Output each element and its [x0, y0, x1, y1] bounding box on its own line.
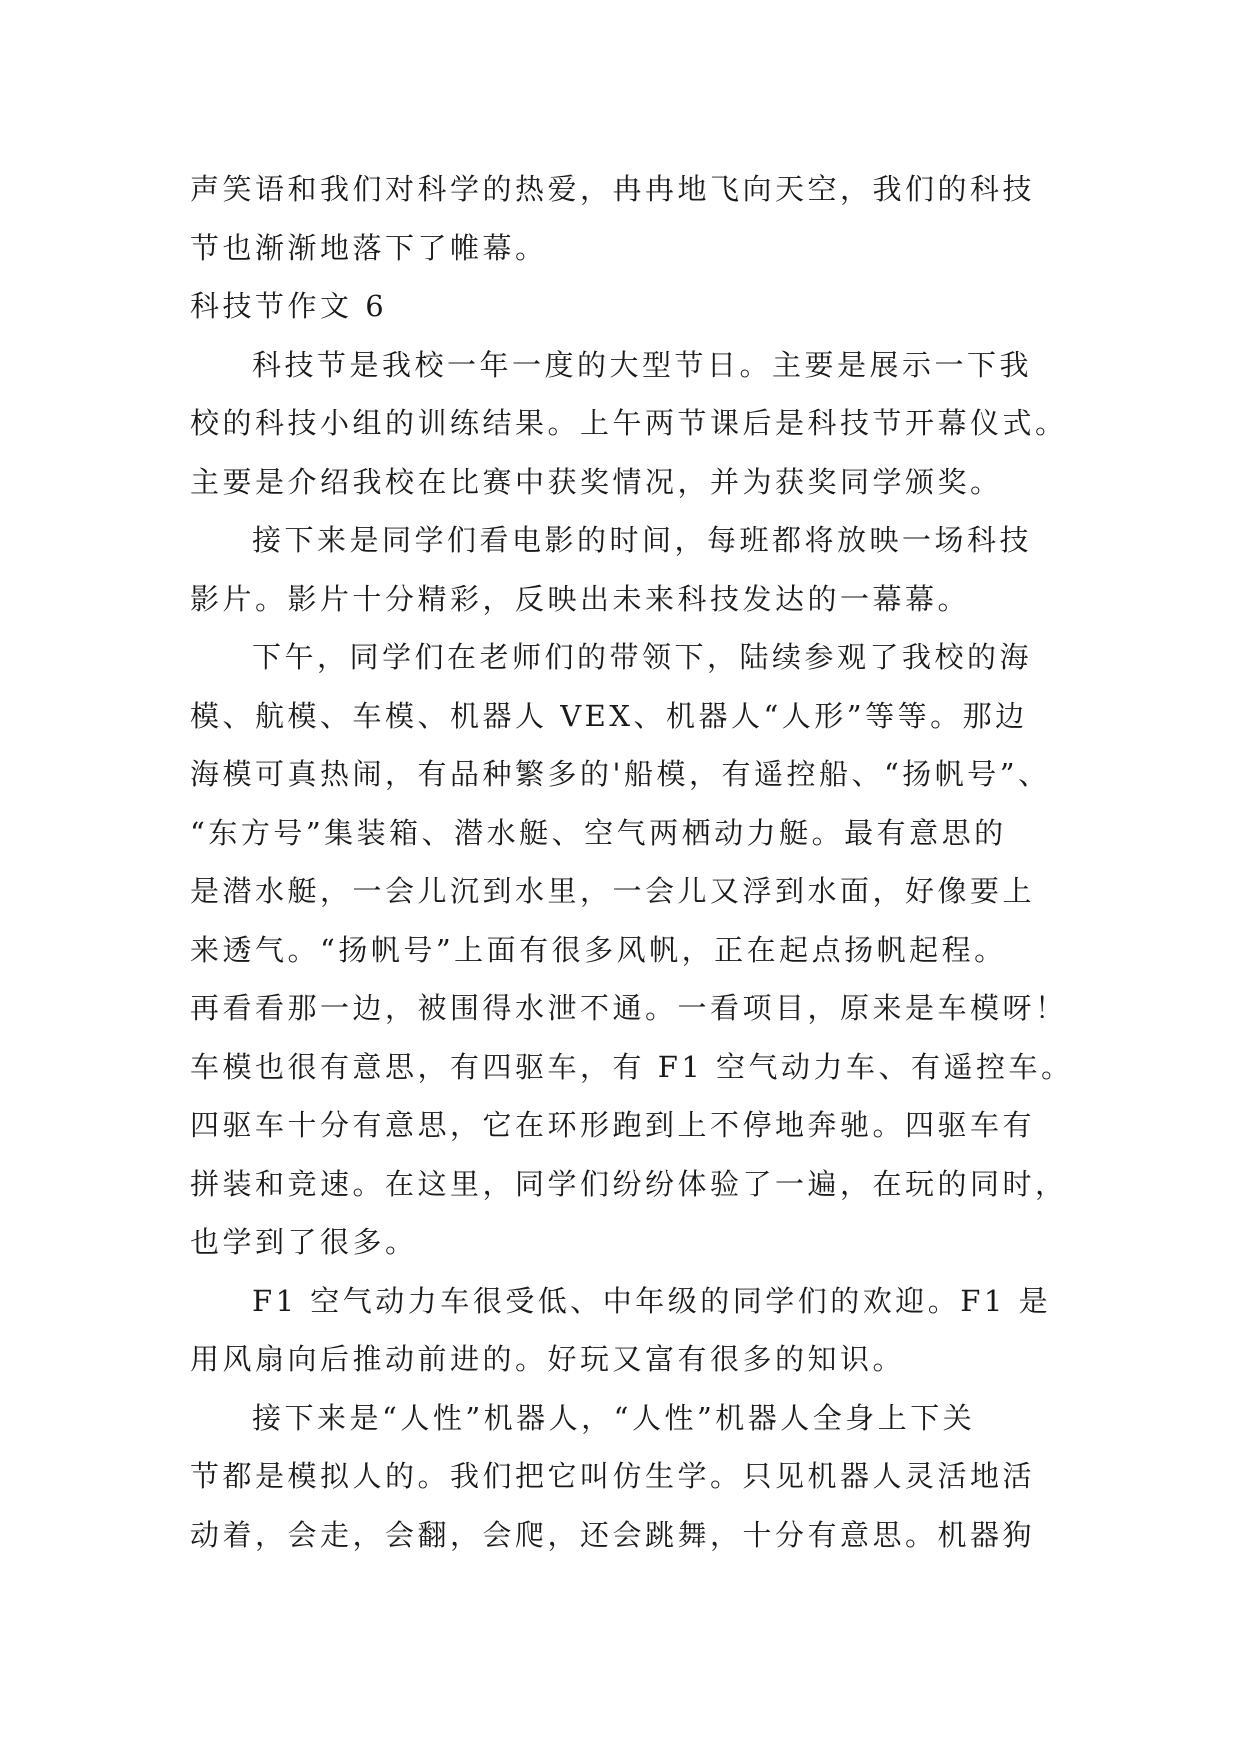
text-line: 也学到了很多。	[190, 1225, 418, 1259]
text-line: 声笑语和我们对科学的热爱，冉冉地飞向天空，我们的科技	[190, 172, 1036, 206]
text-line: 接下来是“人性”机器人，“人性”机器人全身上下关	[252, 1400, 976, 1435]
text-line: 动着，会走，会翻，会爬，还会跳舞，十分有意思。机器狗	[190, 1517, 1036, 1552]
text-line: 影片。影片十分精彩，反映出未来科技发达的一幕幕。	[190, 581, 971, 616]
text-line: 再看看那一边，被围得水泄不通。一看项目，原来是车模呀！	[190, 991, 1068, 1025]
text-line: 校的科技小组的训练结果。上午两节课后是科技节开幕仪式。	[190, 406, 1068, 440]
article-body	[190, 160, 1090, 1564]
text-line: 海模可真热闹，有品种繁多的'船模，有遥控船、“扬帆号”、	[190, 757, 1051, 791]
text-line: 车模也很有意思，有四驱车，有 F1 空气动力车、有遥控车。	[190, 1049, 1074, 1084]
text-line: 节也渐渐地落下了帷幕。	[190, 230, 548, 265]
section-heading: 科技节作文 6	[190, 289, 388, 323]
text-line: 接下来是同学们看电影的时间，每班都将放映一场科技	[252, 523, 1033, 557]
text-line: 拼装和竞速。在这里，同学们纷纷体验了一遍，在玩的同时，	[190, 1166, 1068, 1201]
text-line: 科技节是我校一年一度的大型节日。主要是展示一下我	[252, 347, 1033, 382]
text-line: F1 空气动力车很受低、中年级的同学们的欢迎。F1 是	[252, 1283, 1052, 1318]
text-line: 用风扇向后推动前进的。好玩又富有很多的知识。	[190, 1342, 906, 1376]
text-line: 四驱车十分有意思，它在环形跑到上不停地奔驰。四驱车有	[190, 1108, 1036, 1142]
text-line: 来透气。“扬帆号”上面有很多风帆，正在起点扬帆起程。	[190, 932, 1007, 967]
text-line: 主要是介绍我校在比赛中获奖情况，并为获奖同学颁奖。	[190, 464, 1003, 499]
text-line: 是潜水艇，一会儿沉到水里，一会儿又浮到水面，好像要上	[190, 874, 1036, 908]
text-line: 下午，同学们在老师们的带领下，陆续参观了我校的海	[252, 640, 1033, 674]
text-line: 模、航模、车模、机器人 VEX、机器人“人形”等等。那边	[190, 698, 1028, 733]
text-line: “东方号”集装箱、潜水艇、空气两栖动力艇。最有意思的	[190, 815, 1007, 850]
text-line: 节都是模拟人的。我们把它叫仿生学。只见机器人灵活地活	[190, 1459, 1036, 1493]
